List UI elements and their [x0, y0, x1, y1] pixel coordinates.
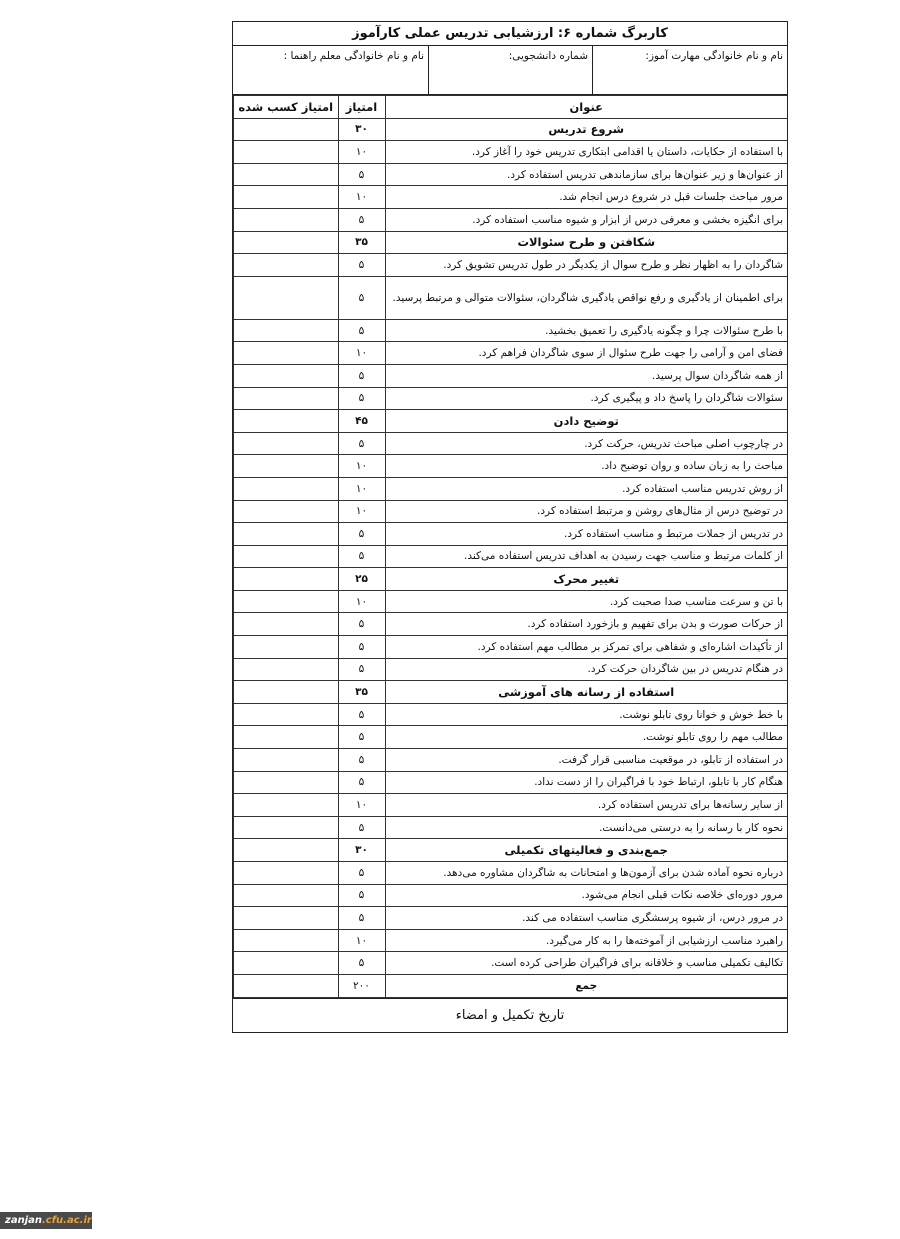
item-row	[234, 455, 788, 478]
item-score: ۱۰	[338, 794, 385, 817]
item-row	[234, 749, 788, 772]
obtained-score-cell[interactable]	[234, 636, 339, 659]
item-score: ۵	[338, 545, 385, 568]
item-score: ۵	[338, 771, 385, 794]
obtained-score-cell[interactable]	[234, 613, 339, 636]
item-score: ۵	[338, 432, 385, 455]
evaluation-form	[232, 21, 788, 1033]
item-text: از کلمات مرتبط و مناسب جهت رسیدن به اهداف تدریس استفاده می‌کند.	[385, 545, 787, 568]
item-row	[234, 658, 788, 681]
obtained-score-cell[interactable]	[234, 794, 339, 817]
obtained-score-cell[interactable]	[234, 658, 339, 681]
item-text: با طرح سئوالات چرا و چگونه یادگیری را تعمیق بخشید.	[385, 319, 787, 342]
section-score: ۳۵	[338, 681, 385, 704]
item-text: از تأکیدات اشاره‌ای و شفاهی برای تمرکز بر مطالب مهم استفاده کرد.	[385, 636, 787, 659]
item-row	[234, 254, 788, 277]
obtained-score-cell[interactable]	[234, 410, 339, 433]
watermark-part1: zanjan	[5, 1215, 42, 1226]
table-header	[234, 96, 788, 119]
total-row	[234, 974, 788, 997]
item-score: ۵	[338, 636, 385, 659]
item-text: در هنگام تدریس در بین شاگردان حرکت کرد.	[385, 658, 787, 681]
section-row	[234, 568, 788, 591]
section-title: شروع تدریس	[385, 118, 787, 141]
obtained-score-cell[interactable]	[234, 545, 339, 568]
item-score: ۱۰	[338, 929, 385, 952]
item-row	[234, 590, 788, 613]
item-text: مباحث را به زبان ساده و روان توضیح داد.	[385, 455, 787, 478]
header-title: عنوان	[385, 96, 787, 119]
item-row	[234, 523, 788, 546]
signature-date: تاریخ تکمیل و امضاء	[233, 998, 787, 1032]
watermark-part2: .cfu.ac.ir	[41, 1215, 92, 1226]
section-row	[234, 839, 788, 862]
item-row	[234, 163, 788, 186]
header-score: امتیاز	[338, 96, 385, 119]
obtained-score-cell[interactable]	[234, 276, 339, 319]
section-title: شکافتن و طرح سئوالات	[385, 231, 787, 254]
item-text: نحوه کار با رسانه را به درستی می‌دانست.	[385, 816, 787, 839]
item-score: ۵	[338, 816, 385, 839]
item-text: برای اطمینان از یادگیری و رفع نواقص یادگیری شاگردان، سئوالات متوالی و مرتبط پرسید.	[385, 276, 787, 319]
item-row	[234, 141, 788, 164]
item-row	[234, 794, 788, 817]
item-text: مطالب مهم را روی تابلو نوشت.	[385, 726, 787, 749]
item-score: ۵	[338, 658, 385, 681]
item-text: برای انگیزه بخشی و معرفی درس از ابزار و شیوه مناسب استفاده کرد.	[385, 208, 787, 231]
item-score: ۵	[338, 254, 385, 277]
obtained-score-cell[interactable]	[234, 568, 339, 591]
item-row	[234, 477, 788, 500]
item-score: ۱۰	[338, 342, 385, 365]
obtained-score-cell[interactable]	[234, 364, 339, 387]
obtained-score-cell[interactable]	[234, 590, 339, 613]
item-score: ۱۰	[338, 186, 385, 209]
item-score: ۱۰	[338, 455, 385, 478]
item-row	[234, 816, 788, 839]
item-score: ۵	[338, 613, 385, 636]
obtained-score-cell[interactable]	[234, 726, 339, 749]
obtained-score-cell[interactable]	[234, 141, 339, 164]
obtained-score-cell[interactable]	[234, 163, 339, 186]
item-score: ۵	[338, 749, 385, 772]
section-row	[234, 681, 788, 704]
item-text: در مرور درس، از شیوه پرسشگری مناسب استفاده می کند.	[385, 907, 787, 930]
item-row	[234, 726, 788, 749]
item-score: ۵	[338, 703, 385, 726]
section-title: استفاده از رسانه های آموزشی	[385, 681, 787, 704]
item-score: ۵	[338, 952, 385, 975]
obtained-score-cell[interactable]	[234, 749, 339, 772]
item-text: هنگام کار با تابلو، ارتباط خود با فراگیران را از دست نداد.	[385, 771, 787, 794]
obtained-score-cell[interactable]	[234, 862, 339, 885]
item-row	[234, 703, 788, 726]
info-row	[233, 46, 787, 95]
item-score: ۵	[338, 726, 385, 749]
section-score: ۳۰	[338, 839, 385, 862]
item-row	[234, 364, 788, 387]
item-text: مرور مباحث جلسات قبل در شروع درس انجام شد.	[385, 186, 787, 209]
obtained-score-cell[interactable]	[234, 929, 339, 952]
item-row	[234, 862, 788, 885]
item-text: در توضیح درس از مثال‌های روشن و مرتبط استفاده کرد.	[385, 500, 787, 523]
obtained-score-cell[interactable]	[234, 523, 339, 546]
item-row	[234, 545, 788, 568]
obtained-score-cell[interactable]	[234, 186, 339, 209]
item-row	[234, 276, 788, 319]
item-row	[234, 186, 788, 209]
obtained-score-cell[interactable]	[234, 907, 339, 930]
item-score: ۵	[338, 208, 385, 231]
total-score: ۲۰۰	[338, 974, 385, 997]
item-row	[234, 208, 788, 231]
item-score: ۱۰	[338, 141, 385, 164]
item-row	[234, 319, 788, 342]
item-text: از حرکات صورت و بدن برای تفهیم و بازخورد استفاده کرد.	[385, 613, 787, 636]
item-score: ۵	[338, 276, 385, 319]
obtained-score-cell[interactable]	[234, 703, 339, 726]
obtained-score-cell[interactable]	[234, 254, 339, 277]
item-text: با استفاده از حکایات، داستان یا اقدامی ابتکاری تدریس خود را آغاز کرد.	[385, 141, 787, 164]
item-score: ۵	[338, 907, 385, 930]
item-row	[234, 636, 788, 659]
form-title: کاربرگ شماره ۶: ارزشیابی تدریس عملی کارآموز	[233, 22, 787, 46]
obtained-score-cell[interactable]	[234, 816, 339, 839]
section-score: ۴۵	[338, 410, 385, 433]
section-score: ۲۵	[338, 568, 385, 591]
section-title: توضیح دادن	[385, 410, 787, 433]
item-text: با خط خوش و خوانا روی تابلو نوشت.	[385, 703, 787, 726]
section-row	[234, 410, 788, 433]
item-text: در چارچوب اصلی مباحث تدریس، حرکت کرد.	[385, 432, 787, 455]
section-score: ۳۰	[338, 118, 385, 141]
obtained-score-cell[interactable]	[234, 477, 339, 500]
item-score: ۵	[338, 163, 385, 186]
obtained-score-cell[interactable]	[234, 884, 339, 907]
trainee-name-field[interactable]: نام و نام خانوادگی مهارت آموز:	[592, 46, 787, 94]
item-text: مرور دوره‌ای خلاصه نکات قبلی انجام می‌شود.	[385, 884, 787, 907]
item-row	[234, 387, 788, 410]
item-score: ۵	[338, 862, 385, 885]
item-score: ۱۰	[338, 590, 385, 613]
mentor-name-field[interactable]: نام و نام خانوادگی معلم راهنما :	[283, 50, 424, 62]
obtained-total-cell[interactable]	[234, 974, 339, 997]
item-text: راهبرد مناسب ارزشیابی از آموخته‌ها را به کار می‌گیرد.	[385, 929, 787, 952]
evaluation-table	[233, 95, 787, 998]
obtained-score-cell[interactable]	[234, 319, 339, 342]
item-score: ۵	[338, 523, 385, 546]
item-text: از سایر رسانه‌ها برای تدریس استفاده کرد.	[385, 794, 787, 817]
item-score: ۱۰	[338, 500, 385, 523]
item-row	[234, 952, 788, 975]
section-row	[234, 231, 788, 254]
item-text: از همه شاگردان سوال پرسید.	[385, 364, 787, 387]
item-score: ۵	[338, 319, 385, 342]
section-row	[234, 118, 788, 141]
student-number-field[interactable]: شماره دانشجویی:	[428, 46, 592, 94]
obtained-score-cell[interactable]	[234, 208, 339, 231]
obtained-score-cell[interactable]	[234, 952, 339, 975]
item-row	[234, 432, 788, 455]
item-text: در تدریس از جملات مرتبط و مناسب استفاده کرد.	[385, 523, 787, 546]
item-row	[234, 613, 788, 636]
item-text: با تن و سرعت مناسب صدا صحبت کرد.	[385, 590, 787, 613]
item-score: ۱۰	[338, 477, 385, 500]
header-obtained: امتیاز کسب شده	[234, 96, 339, 119]
item-row	[234, 500, 788, 523]
section-score: ۳۵	[338, 231, 385, 254]
item-row	[234, 771, 788, 794]
total-label: جمع	[385, 974, 787, 997]
item-text: فضای امن و آرامی را جهت طرح سئوال از سوی شاگردان فراهم کرد.	[385, 342, 787, 365]
obtained-score-cell[interactable]	[234, 771, 339, 794]
item-text: تکالیف تکمیلی مناسب و خلاقانه برای فراگیران طراحی کرده است.	[385, 952, 787, 975]
obtained-score-cell[interactable]	[234, 118, 339, 141]
obtained-score-cell[interactable]	[234, 231, 339, 254]
item-text: درباره نحوه آماده شدن برای آزمون‌ها و امتحانات به شاگردان مشاوره می‌دهد.	[385, 862, 787, 885]
item-text: شاگردان را به اظهار نظر و طرح سوال از یکدیگر در طول تدریس تشویق کرد.	[385, 254, 787, 277]
item-row	[234, 884, 788, 907]
item-score: ۵	[338, 387, 385, 410]
section-title: جمع‌بندی و فعالیتهای تکمیلی	[385, 839, 787, 862]
item-score: ۵	[338, 884, 385, 907]
obtained-score-cell[interactable]	[234, 455, 339, 478]
item-row	[234, 907, 788, 930]
item-score: ۵	[338, 364, 385, 387]
obtained-score-cell[interactable]	[234, 342, 339, 365]
obtained-score-cell[interactable]	[234, 432, 339, 455]
item-text: در استفاده از تابلو، در موقعیت مناسبی قرار گرفت.	[385, 749, 787, 772]
item-text: سئوالات شاگردان را پاسخ داد و پیگیری کرد.	[385, 387, 787, 410]
obtained-score-cell[interactable]	[234, 500, 339, 523]
item-text: از روش تدریس مناسب استفاده کرد.	[385, 477, 787, 500]
watermark-logo	[0, 1212, 92, 1229]
item-row	[234, 929, 788, 952]
obtained-score-cell[interactable]	[234, 387, 339, 410]
item-row	[234, 342, 788, 365]
item-text: از عنوان‌ها و زیر عنوان‌ها برای سازماندهی تدریس استفاده کرد.	[385, 163, 787, 186]
obtained-score-cell[interactable]	[234, 839, 339, 862]
obtained-score-cell[interactable]	[234, 681, 339, 704]
section-title: تغییر محرک	[385, 568, 787, 591]
